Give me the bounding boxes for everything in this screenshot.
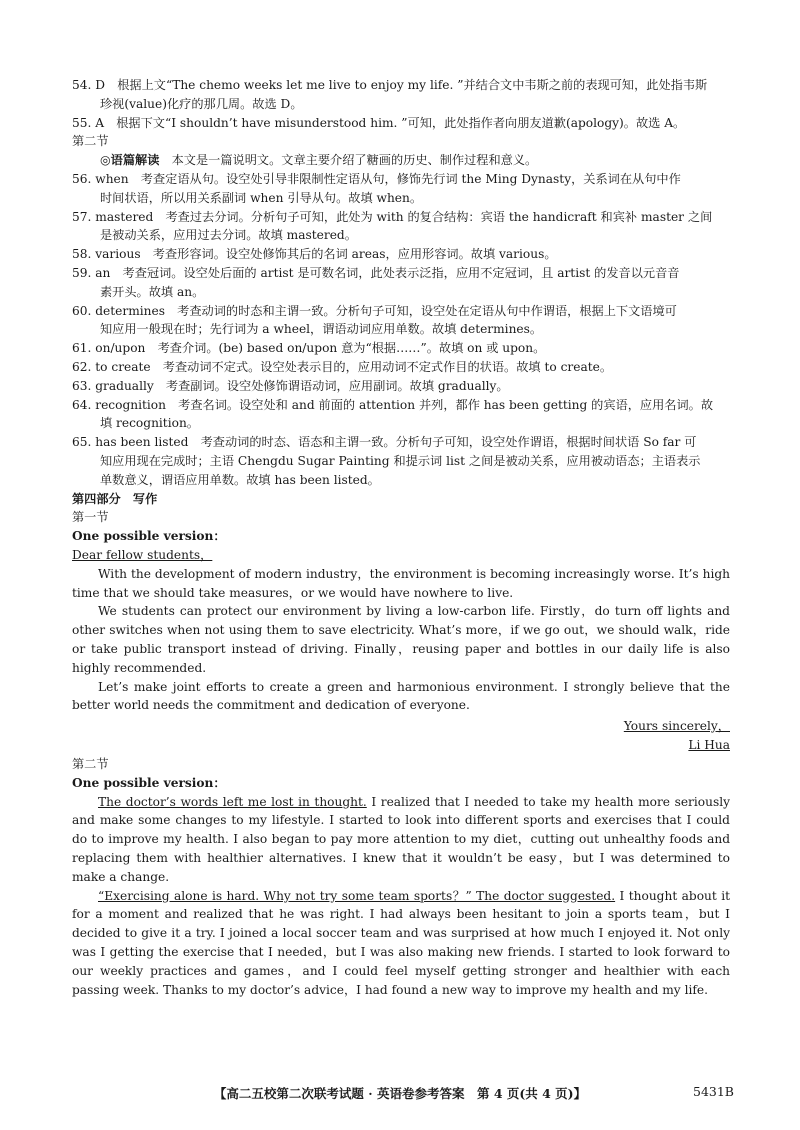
answer-line: 时间状语，所以用关系副词 when 引导从句。故填 when。 bbox=[100, 190, 423, 205]
answer-64 bbox=[72, 396, 730, 434]
salutation: Dear fellow students， bbox=[72, 547, 213, 562]
answer-65 bbox=[72, 433, 730, 489]
answer-line: 56. when 考查定语从句。设空处引导非限制性定语从句，修饰先行词 the Ming Dynasty，关系词在从句中作 bbox=[72, 171, 681, 186]
essay1-paragraph: With the development of modern industry，the environment is becoming increasingly worse. It’s high time that we should take measures，or we would have nowhere to live. bbox=[72, 566, 730, 600]
answer-58 bbox=[72, 245, 730, 264]
answer-63 bbox=[72, 377, 730, 396]
essay2-paragraph bbox=[72, 793, 730, 887]
page-footer: 【高二五校第二次联考试题 · 英语卷参考答案 第 4 页(共 4 页)】 bbox=[213, 1086, 587, 1101]
given-opening-sentence: The doctor’s words left me lost in thought. bbox=[98, 794, 367, 809]
answer-line: 61. on/upon 考查介词。(be) based on/upon 意为“根据……”。故填 on 或 upon。 bbox=[72, 341, 546, 356]
answer-page bbox=[72, 76, 730, 999]
answer-line: 是被动关系，应用过去分词。故填 mastered。 bbox=[100, 228, 357, 243]
passage-intro bbox=[72, 151, 730, 170]
answer-line: 64. recognition 考查名词。设空处和 and 前面的 attention 并列，都作 has been getting 的宾语，应用名词。故 bbox=[72, 397, 714, 412]
answer-line: 57. mastered 考查过去分词。分析句子可知，此处为 with 的复合结构：宾语 the handicraft 和宾补 master 之间 bbox=[72, 209, 713, 224]
intro-label: ◎语篇解读 bbox=[100, 153, 160, 168]
answer-line: 单数意义，谓语应用单数。故填 has been listed。 bbox=[100, 472, 380, 487]
answer-line: 62. to create 考查动词不定式。设空处表示目的，应用动词不定式作目的状语。故填 to create。 bbox=[72, 359, 613, 374]
answer-59 bbox=[72, 264, 730, 302]
answer-line: 54. D 根据上文“The chemo weeks let me live to enjoy my life. ”并结合文中韦斯之前的表现可知，此处指韦斯 bbox=[72, 78, 708, 92]
part-title: 第四部分 写作 bbox=[72, 491, 158, 506]
answer-60 bbox=[72, 302, 730, 340]
essay1-paragraph: We students can protect our environment by living a low-carbon life. Firstly，do turn off lights and other switches when not using them to save electricity. What’s more，if we go out，we should walk，ride or take public transport instead of driving. Finally，reusing paper and bottles in our daily life is also highly recommended. bbox=[72, 604, 730, 675]
answer-line: 知应用现在完成时；主语 Chengdu Sugar Painting 和提示词 list 之间是被动关系，应用被动语态；主语表示 bbox=[100, 453, 701, 468]
answer-57 bbox=[72, 208, 730, 246]
answer-line: 知应用一般现在时；先行词为 a wheel，谓语动词应用单数。故填 determines。 bbox=[100, 322, 543, 337]
section-label: 第一节 bbox=[72, 510, 109, 525]
paragraph-body: I realized that I needed to take my health more seriously and make some changes to my lifestyle. I started to look into different sports and exercises that I could do to improve my health. I also began to pay more attention to my diet，cutting out unhealthy foods and replacing them with healthier alternatives. I knew that it wouldn’t be easy，but I was determined to make a change. bbox=[72, 794, 730, 884]
answer-line: 63. gradually 考查副词。设空处修饰谓语动词，应用副词。故填 gradually。 bbox=[72, 378, 509, 393]
version-label: One possible version： bbox=[72, 529, 226, 544]
intro-text: 本文是一篇说明文。文章主要介绍了糖画的历史、制作过程和意义。 bbox=[159, 153, 538, 168]
answer-61 bbox=[72, 339, 730, 358]
essay2-paragraph bbox=[72, 887, 730, 1000]
paragraph-body: I thought about it for a moment and realized that he was right. I had always been hesitant to join a sports team，but I decided to give it a try. I joined a local soccer team and was surprised at how much I enjoyed it. Not only was I getting the exercise that I needed，but I was also making new friends. I started to look forward to our weekly practices and games，and I could feel myself getting stronger and healthier with each passing week. Thanks to my doctor’s advice，I had found a new way to improve my health and my life. bbox=[72, 888, 730, 997]
answer-line: 素开头。故填 an。 bbox=[100, 284, 205, 299]
answer-line: 58. various 考查形容词。设空处修饰其后的名词 areas，应用形容词。故填 various。 bbox=[72, 247, 557, 262]
section-label: 第二节 bbox=[72, 757, 109, 772]
version-label: One possible version： bbox=[72, 775, 226, 790]
answer-line: 59. an 考查冠词。设空处后面的 artist 是可数名词，此处表示泛指，应用不定冠词，且 artist 的发音以元音音 bbox=[72, 265, 680, 280]
answer-line: 55. A 根据下文“I shouldn’t have misunderstood him. ”可知，此处指作者向朋友道歉(apology)。故选 A。 bbox=[72, 115, 686, 130]
signature: Li Hua bbox=[688, 738, 730, 753]
paper-code: 5431B bbox=[693, 1084, 734, 1099]
answer-54 bbox=[72, 76, 730, 114]
answer-56 bbox=[72, 170, 730, 208]
answer-line: 填 recognition。 bbox=[100, 416, 199, 431]
section-label: 第二节 bbox=[72, 134, 109, 149]
essay1-paragraph: Let’s make joint efforts to create a green and harmonious environment. I strongly believe that the better world needs the commitment and dedication of everyone. bbox=[72, 679, 730, 713]
answer-55 bbox=[72, 114, 730, 133]
closing: Yours sincerely， bbox=[623, 719, 730, 734]
answer-line: 65. has been listed 考查动词的时态、语态和主谓一致。分析句子可知，设空处作谓语，根据时间状语 So far 可 bbox=[72, 435, 697, 450]
given-opening-sentence: “Exercising alone is hard. Why not try some team sports？” The doctor suggested. bbox=[98, 888, 616, 903]
answer-line: 珍视(value)化疗的那几周。故选 D。 bbox=[100, 96, 303, 111]
answer-62 bbox=[72, 358, 730, 377]
answer-line: 60. determines 考查动词的时态和主谓一致。分析句子可知，设空处在定语从句中作谓语，根据上下文语境可 bbox=[72, 303, 677, 318]
